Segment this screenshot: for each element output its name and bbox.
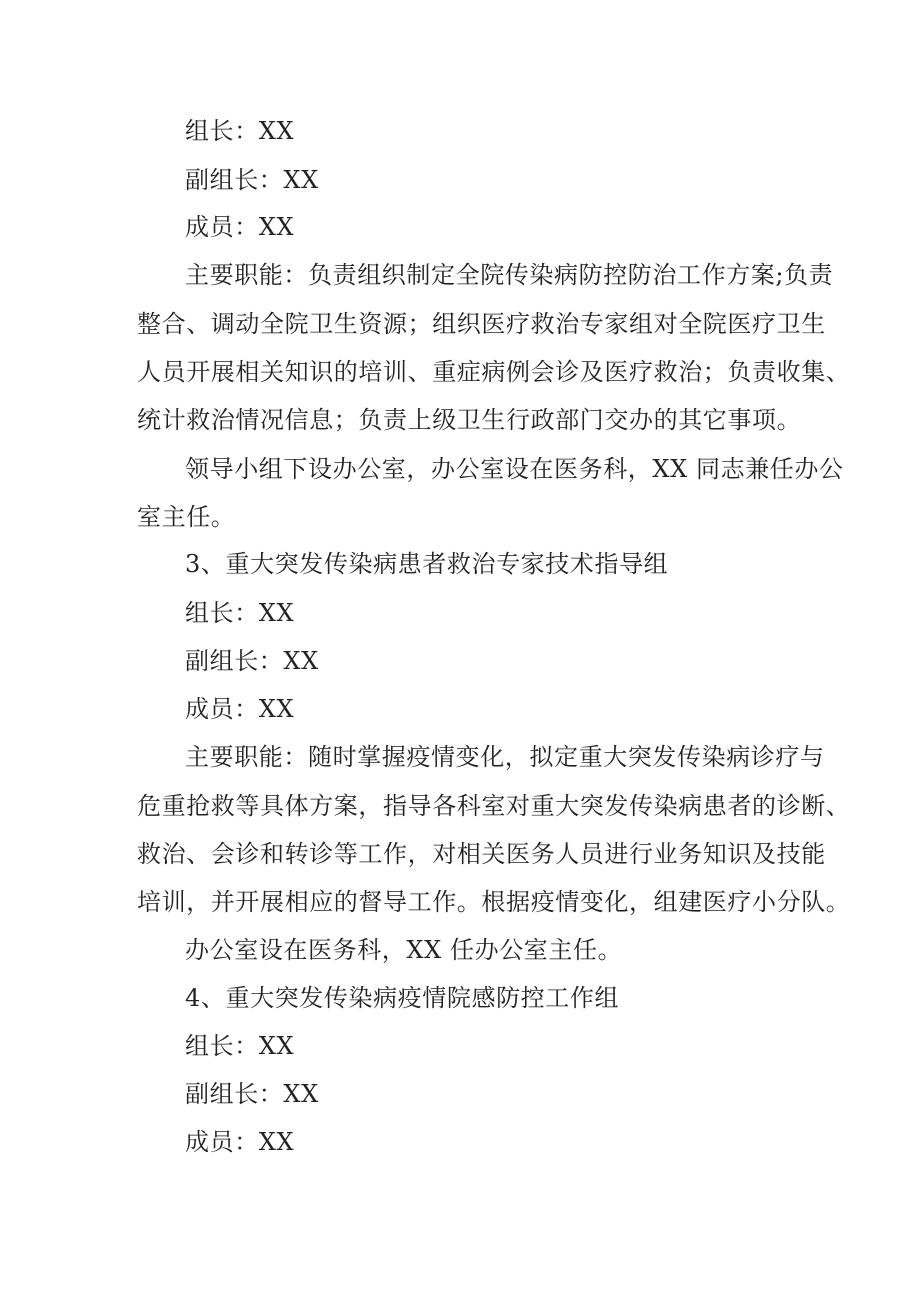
group-leader-line: 组长：XX: [185, 1032, 295, 1060]
deputy-leader-line: 副组长：XX: [185, 166, 319, 194]
members-line: 成员：XX: [185, 1128, 295, 1156]
duties-paragraph-line: 救治、会诊和转诊等工作，对相关医务人员进行业务知识及技能: [137, 840, 826, 868]
office-paragraph-line: 室主任。: [137, 503, 236, 531]
duties-paragraph-line: 主要职能：随时掌握疫情变化，拟定重大突发传染病诊疗与: [185, 743, 825, 771]
duties-paragraph-line: 统计救治情况信息；负责上级卫生行政部门交办的其它事项。: [137, 406, 802, 434]
section-heading-4: 4、重大突发传染病疫情院感防控工作组: [185, 984, 620, 1012]
duties-paragraph-line: 整合、调动全院卫生资源；组织医疗救治专家组对全院医疗卫生: [137, 310, 826, 338]
section-heading-3: 3、重大突发传染病患者救治专家技术指导组: [185, 550, 669, 578]
group-leader-line: 组长：XX: [185, 117, 295, 145]
office-paragraph-line: 领导小组下设办公室，办公室设在医务科，XX 同志兼任办公: [185, 455, 844, 483]
deputy-leader-line: 副组长：XX: [185, 1080, 319, 1108]
duties-paragraph-line: 主要职能：负责组织制定全院传染病防控防治工作方案;负责: [185, 261, 834, 289]
members-line: 成员：XX: [185, 213, 295, 241]
duties-paragraph-line: 危重抢救等具体方案，指导各科室对重大突发传染病患者的诊断、: [137, 792, 851, 820]
group-leader-line: 组长：XX: [185, 599, 295, 627]
duties-paragraph-line: 培训，并开展相应的督导工作。根据疫情变化，组建医疗小分队。: [137, 888, 851, 916]
office-paragraph-line: 办公室设在医务科，XX 任办公室主任。: [185, 936, 623, 964]
duties-paragraph-line: 人员开展相关知识的培训、重症病例会诊及医疗救治；负责收集、: [137, 358, 851, 386]
members-line: 成员：XX: [185, 695, 295, 723]
deputy-leader-line: 副组长：XX: [185, 647, 319, 675]
